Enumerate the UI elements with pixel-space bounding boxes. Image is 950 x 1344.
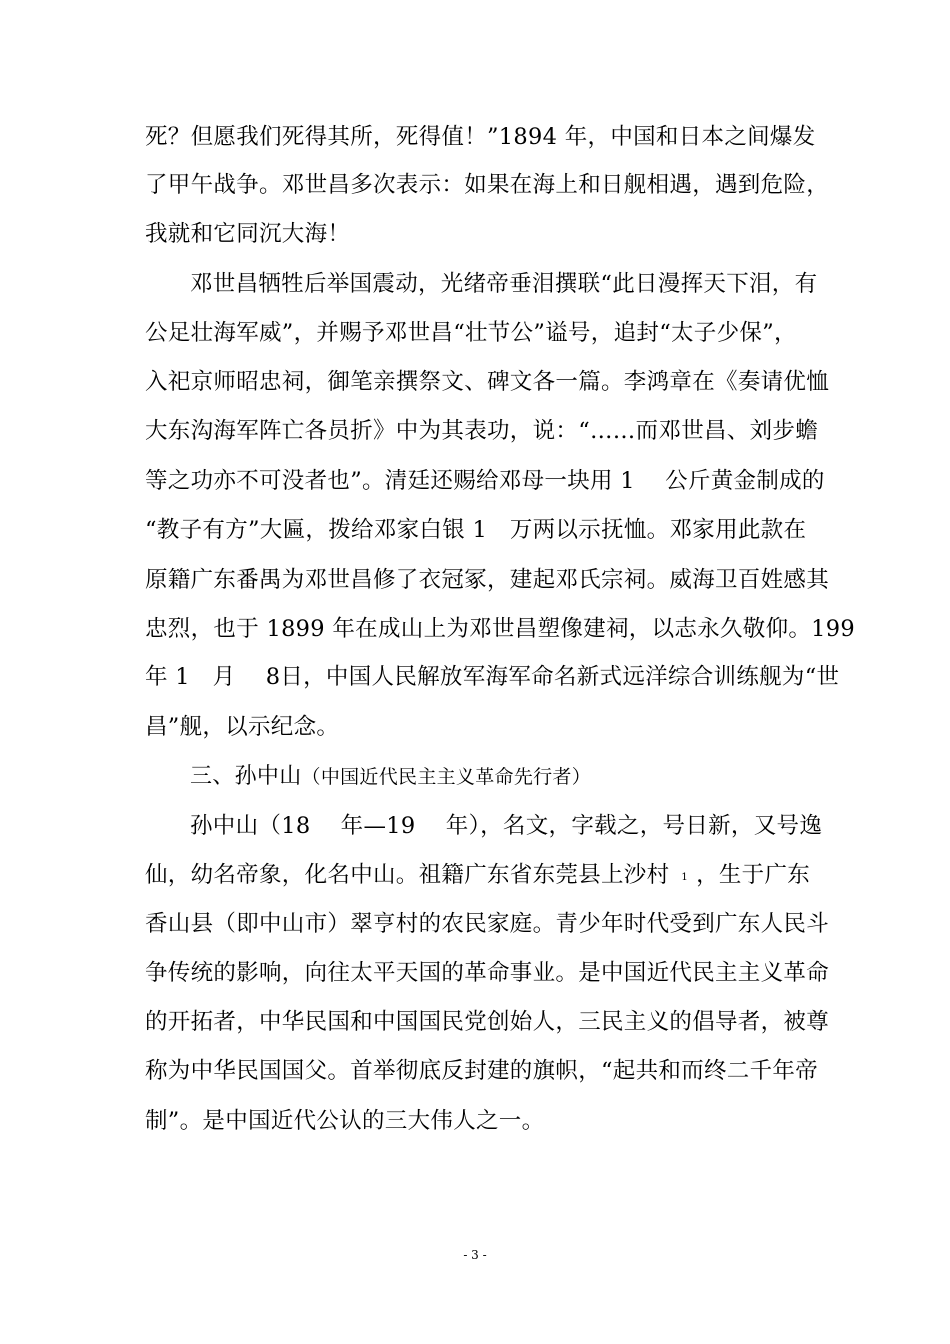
- text-line-6: 入祀京师昭忠祠，御笔亲撰祭文、碑文各一篇。李鸿章在《奏请优恤: [145, 369, 830, 395]
- text-line-16: 香山县（即中山市）翠亨村的农民家庭。青少年时代受到广东人民斗: [145, 911, 830, 937]
- text-line-12: 年 1 月 8日，中国人民解放军海军命名新式远洋综合训练舰为“世: [145, 664, 840, 690]
- section-heading: [190, 761, 810, 792]
- text-line-3: 我就和它同沉大海！: [145, 221, 351, 247]
- section-heading-title: 三、孙中山: [190, 764, 302, 789]
- text-line-13: 昌”舰，以示纪念。: [145, 714, 340, 740]
- page-number: - 3 -: [463, 1248, 487, 1262]
- text-line-15-part-1: 仙，幼名帝象，化名中山。祖籍广东省东莞县上沙村: [145, 862, 670, 888]
- text-line-18: 的开拓者，中华民国和中国国民党创始人，三民主义的倡导者，被尊: [145, 1009, 830, 1035]
- text-line-8: 等之功亦不可没者也”。清廷还赐给邓母一块用 1 公斤黄金制成的: [145, 468, 825, 494]
- text-line-14: 孙中山（18 年—19 年），名文，字载之，号日新，又号逸: [190, 813, 823, 839]
- text-line-9: “教子有方”大匾，拨给邓家白银 1 万两以示抚恤。邓家用此款在: [145, 517, 807, 543]
- section-heading-subtitle: （中国近代民主主义革命先行者）: [301, 766, 592, 788]
- footnote-mark: 1: [681, 872, 689, 883]
- text-line-10: 原籍广东番禺为邓世昌修了衣冠冢，建起邓氏宗祠。威海卫百姓感其: [145, 567, 830, 593]
- text-line-11: 忠烈，也于 1899 年在成山上为邓世昌塑像建祠，以志永久敬仰。199: [145, 616, 856, 642]
- text-line-4: 邓世昌牺牲后举国震动，光绪帝垂泪撰联“此日漫挥天下泪，有: [190, 271, 818, 297]
- text-line-2: 了甲午战争。邓世昌多次表示：如果在海上和日舰相遇，遇到危险，: [145, 172, 830, 198]
- text-line-15-part-2: ，生于广东: [696, 862, 811, 888]
- text-line-19: 称为中华民国国父。首举彻底反封建的旗帜，“起共和而终二千年帝: [145, 1058, 819, 1084]
- text-line-20: 制”。是中国近代公认的三大伟人之一。: [145, 1108, 545, 1134]
- text-line-5: 公足壮海军威”，并赐予邓世昌“壮节公”谥号，追封“太子少保”，: [145, 320, 797, 346]
- text-line-17: 争传统的影响，向往太平天国的革命事业。是中国近代民主主义革命: [145, 960, 830, 986]
- text-line-15: [145, 860, 810, 893]
- text-line-1: 死？但愿我们死得其所，死得值！”1894 年，中国和日本之间爆发: [145, 124, 816, 150]
- text-line-7: 大东沟海军阵亡各员折》中为其表功，说：“……而邓世昌、刘步蟾: [145, 418, 819, 444]
